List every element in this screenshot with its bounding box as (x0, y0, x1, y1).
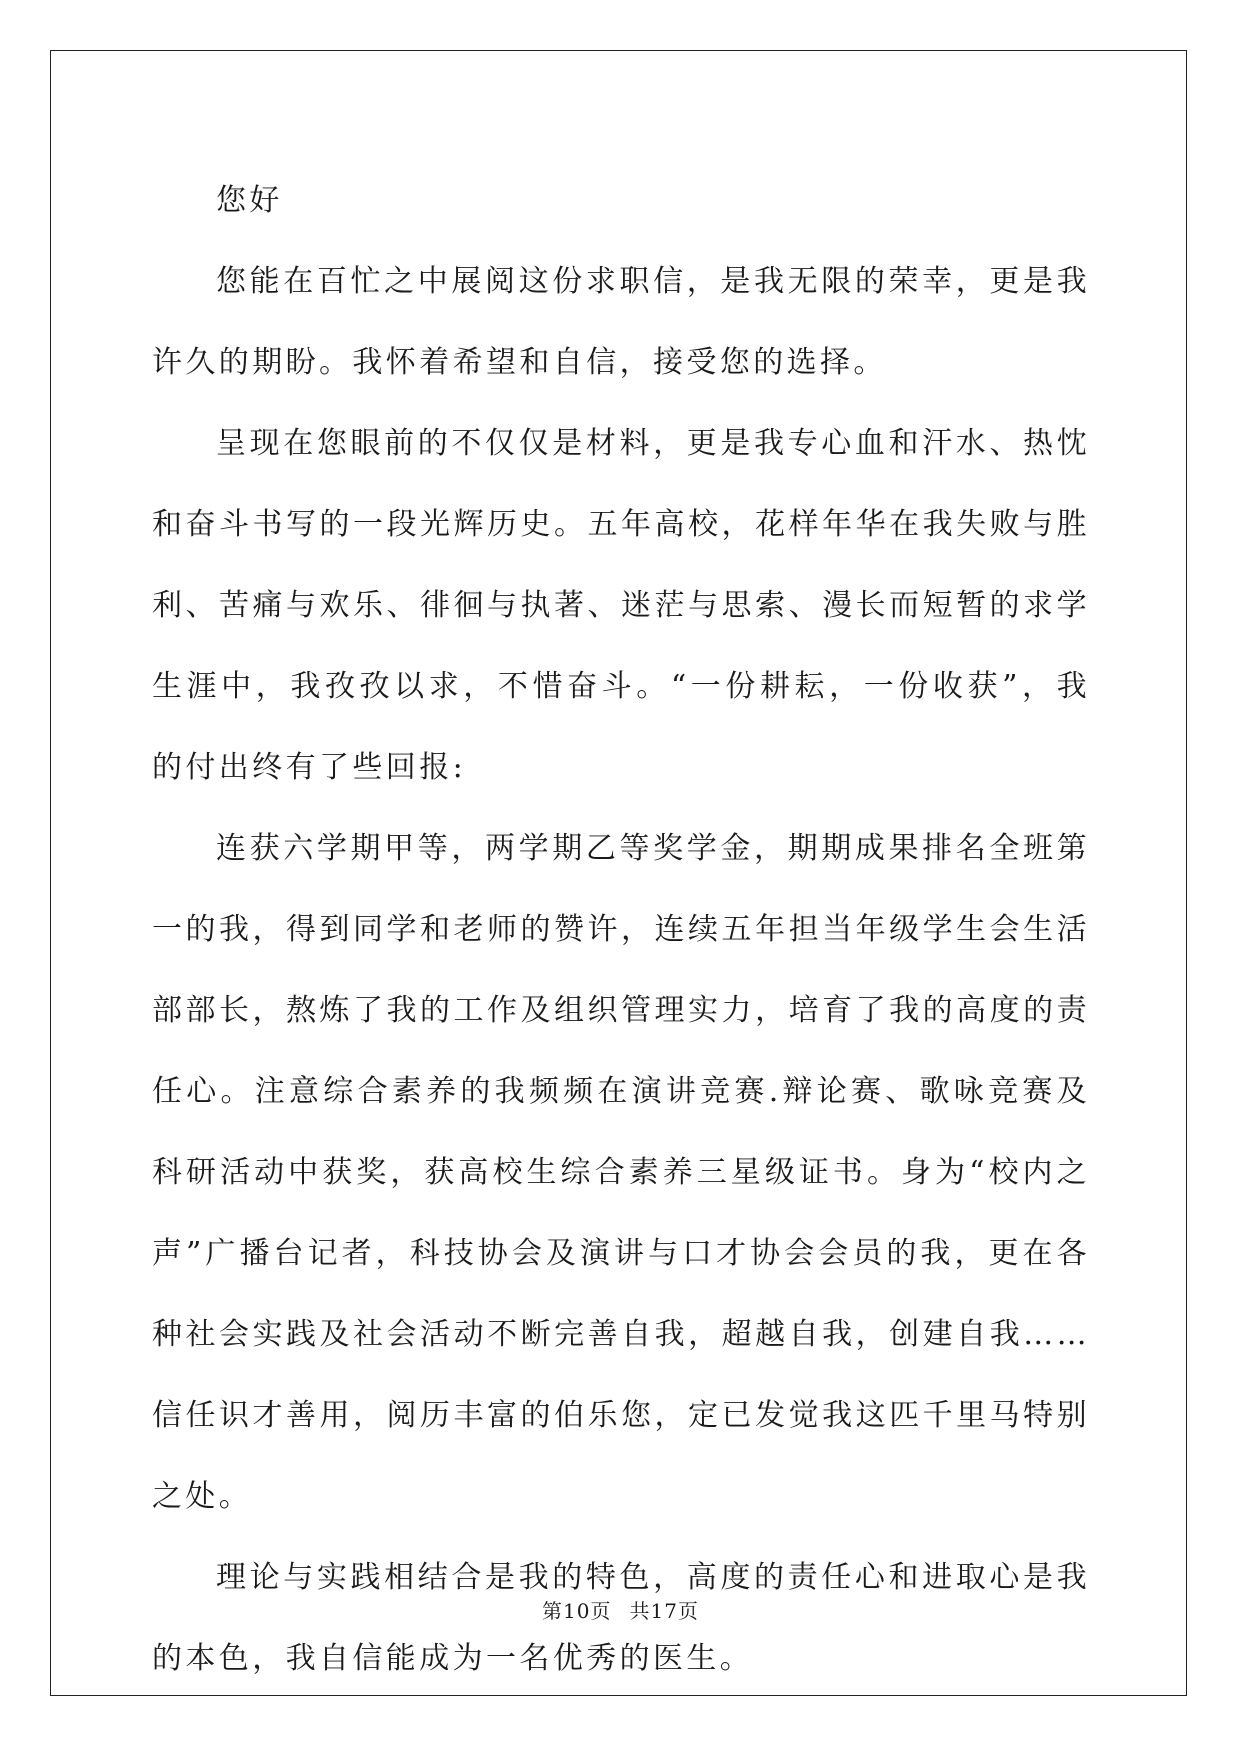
body-paragraph: 呈现在您眼前的不仅仅是材料，更是我专心血和汗水、热忱和奋斗书写的一段光辉历史。五年高校，花样年华在我失败与胜利、苦痛与欢乐、徘徊与执著、迷茫与思索、漫长而短暂的求学生涯中，我孜孜以求，不惜奋斗。“一份耕耘，一份收获”，我的付出终有了些回报: (152, 426, 1090, 785)
page-total: 共17页 (629, 1599, 699, 1623)
page-footer (0, 1595, 1241, 1624)
body-paragraph: 您能在百忙之中展阅这份求职信，是我无限的荣幸，更是我许久的期盼。我怀着希望和自信，接受您的选择。 (152, 264, 1090, 380)
page-number: 第10页 (542, 1599, 612, 1623)
letter-body (152, 160, 1090, 1699)
greeting-paragraph: 您好 (216, 183, 283, 218)
body-paragraph: 连获六学期甲等，两学期乙等奖学金，期期成果排名全班第一的我，得到同学和老师的赞许，连续五年担当年级学生会生活部部长，熬炼了我的工作及组织管理实力，培育了我的高度的责任心。注意综合素养的我频频在演讲竞赛.辩论赛、歌咏竞赛及科研活动中获奖，获高校生综合素养三星级证书。身为“校内之声”广播台记者，科技协会及演讲与口才协会会员的我，更在各种社会实践及社会活动不断完善自我，超越自我，创建自我……信任识才善用，阅历丰富的伯乐您，定已发觉我这匹千里马特别之处。 (152, 831, 1090, 1514)
body-paragraph: 理论与实践相结合是我的特色，高度的责任心和进取心是我的本色，我自信能成为一名优秀的医生。 (152, 1560, 1090, 1676)
